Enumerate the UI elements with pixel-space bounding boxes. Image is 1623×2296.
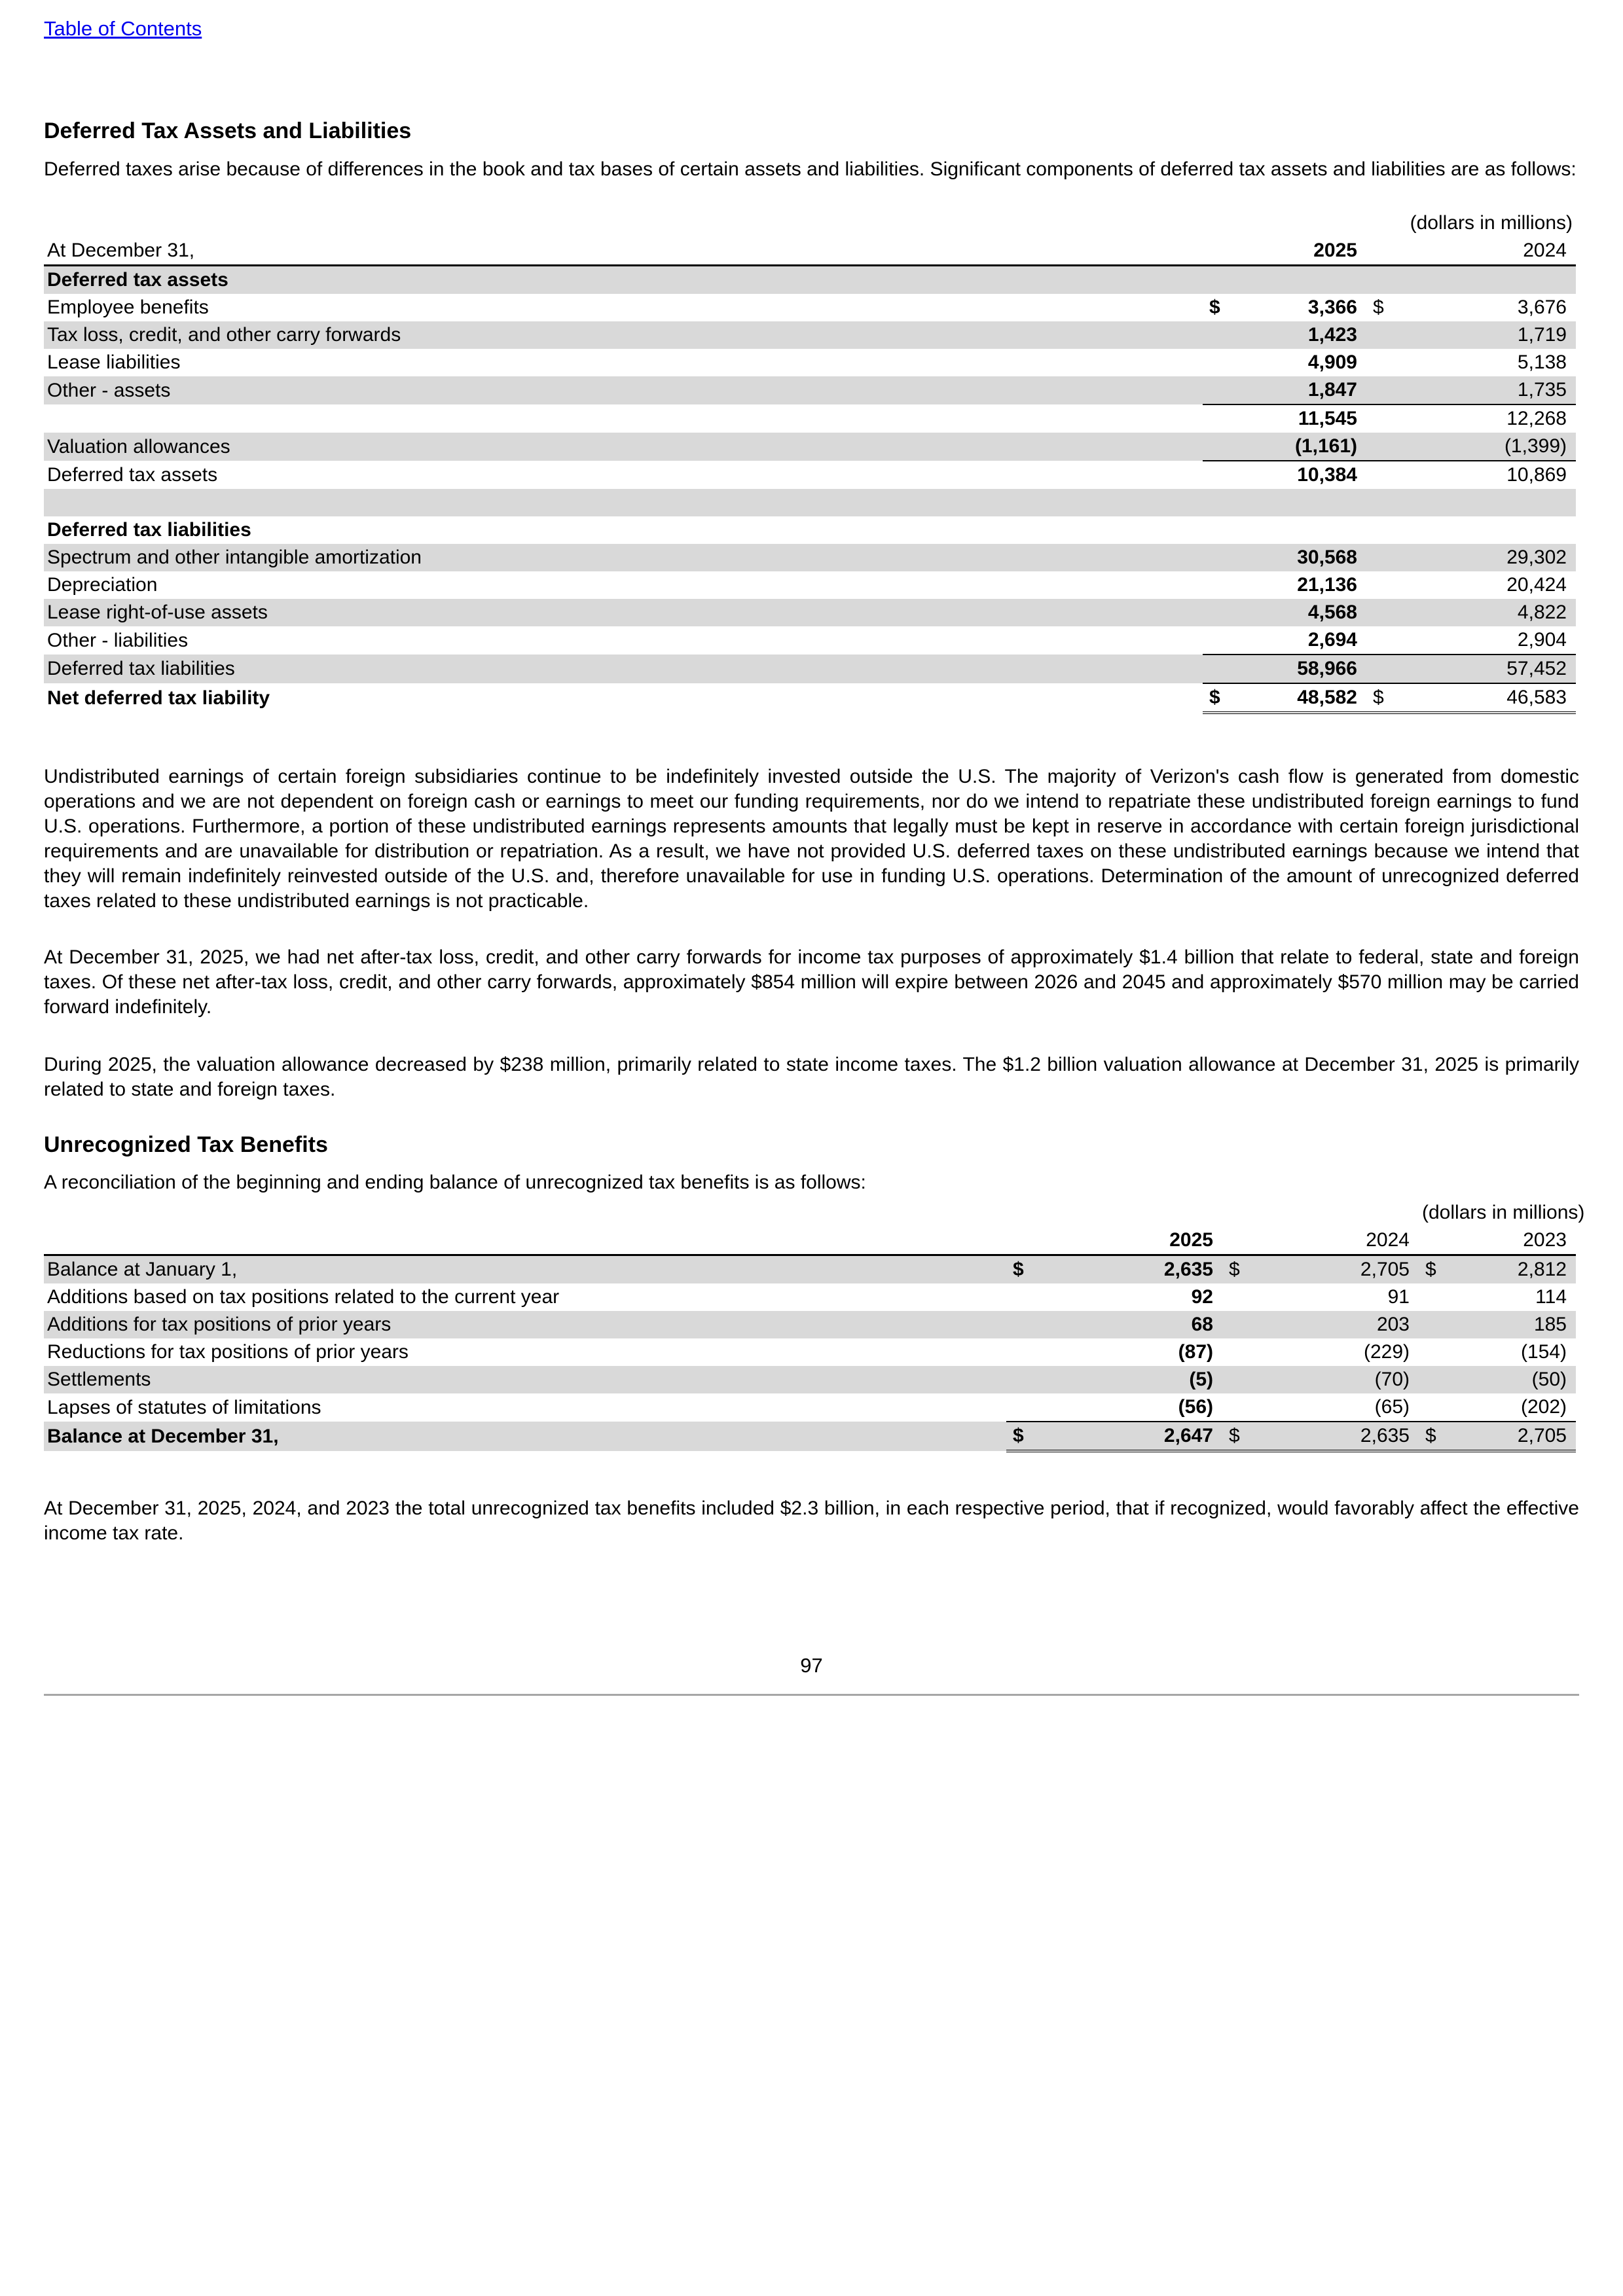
paragraph-utb-closing: At December 31, 2025, 2024, and 2023 the total unrecognized tax benefits included $2.3 billion, in each respective period, that if recognized, would favorably affect the effective income tax rate.	[44, 1498, 1579, 1544]
assets-total-row: Deferred tax assets 10,384 10,869	[47, 463, 1567, 486]
utb-col-2025: 2025	[1046, 1227, 1222, 1255]
table-row: Other - liabilities 2,694 2,904	[44, 626, 1576, 655]
deferred-tax-table	[44, 209, 1576, 714]
col-2024: 2024	[1406, 237, 1576, 266]
liab-total-row: Deferred tax liabilities 58,966 57,452	[44, 655, 1576, 683]
paragraph-undistributed-earnings: Undistributed earnings of certain foreign subsidiaries continue to be indefinitely invested outside the U.S. The majority of Verizon's cash flow is generated from domestic operations and we are not dependent on foreign cash or earnings to meet our funding requirements, nor do we intend to repatriate these undistributed foreign earnings to fund U.S. operations. Furthermore, a portion of these undistributed earnings represents amounts that legally must be kept in reserve in accordance with certain foreign jurisdictional requirements and are unavailable for distribution or repatriation. As a result, we have not provided U.S. deferred taxes on these undistributed earnings because we intend that they will remain indefinitely reinvested outside of the U.S. and, therefore unavailable for use in funding U.S. operations. Determination of the amount of unrecognized deferred taxes related to these undistributed earnings is not practicable.	[44, 766, 1579, 912]
table-row: Other - assets 1,847 1,735	[44, 376, 1576, 404]
units-label: (dollars in millions)	[1410, 212, 1573, 234]
net-liability-row: Net deferred tax liability $ 48,582 $ 46,583	[44, 683, 1576, 713]
table-row: Additions based on tax positions related to the current year 92 91 114	[47, 1286, 1567, 1308]
table-row: Spectrum and other intangible amortization 30,568 29,302	[44, 544, 1576, 571]
table-row: Tax loss, credit, and other carry forwards 1,423 1,719	[44, 321, 1576, 349]
ending-balance-row: Balance at December 31, $ 2,647 $ 2,635 $ 2,705	[44, 1422, 1576, 1451]
table-row: Depreciation 21,136 20,424	[47, 574, 1567, 596]
paragraph-valuation-allowance: During 2025, the valuation allowance decreased by $238 million, primarily related to state income taxes. The $1.2 billion valuation allowance at December 31, 2025 is primarily related to state and foreign taxes.	[44, 1054, 1579, 1100]
utb-col-2024: 2024	[1262, 1227, 1419, 1255]
table-row: Additions for tax positions of prior years 68 203 185	[44, 1311, 1576, 1338]
utb-col-2023: 2023	[1445, 1227, 1576, 1255]
table-row: Employee benefits $ 3,366 $ 3,676	[47, 296, 1567, 318]
utb-section-title: Unrecognized Tax Benefits	[44, 1132, 328, 1157]
assets-heading: Deferred tax assets	[44, 266, 1203, 295]
unrecognized-tax-benefits-table	[44, 1199, 1585, 1452]
table-row: Reductions for tax positions of prior years (87) (229) (154)	[47, 1341, 1567, 1363]
table-row: Settlements (5) (70) (50)	[44, 1366, 1576, 1393]
liab-heading: Deferred tax liabilities	[47, 519, 251, 541]
deferred-section-title: Deferred Tax Assets and Liabilities	[44, 118, 412, 143]
table-of-contents-link[interactable]: Table of Contents	[44, 17, 202, 40]
page-number: 97	[800, 1654, 823, 1677]
footer-divider	[44, 1694, 1579, 1696]
table-row: Lease liabilities 4,909 5,138	[47, 351, 1567, 373]
table-row: Valuation allowances (1,161) (1,399)	[44, 433, 1576, 461]
paragraph-carry-forwards: At December 31, 2025, we had net after-tax loss, credit, and other carry forwards for income tax purposes of approximately $1.4 billion that relate to federal, state and foreign taxes. Of these net after-tax loss, credit, and other carry forwards, approximately $854 million will expire between 2026 and 2045 and approximately $570 million may be carried forward indefinitely.	[44, 946, 1579, 1018]
utb-units-label: (dollars in millions)	[1422, 1202, 1585, 1223]
table-row: Balance at January 1, $ 2,635 $ 2,705 $ 2,812	[44, 1255, 1576, 1284]
deferred-intro: Deferred taxes arise because of differences in the book and tax bases of certain assets and liabilities. Significant components of deferred tax assets and liabilities are as follows:	[44, 158, 1577, 180]
header-label: At December 31,	[44, 237, 1203, 266]
utb-intro: A reconciliation of the beginning and ending balance of unrecognized tax benefits is as follows:	[44, 1172, 866, 1193]
subtotal-row: 11,545 12,268	[1298, 408, 1567, 429]
table-row: Lease right-of-use assets 4,568 4,822	[44, 599, 1576, 626]
col-2025: 2025	[1242, 237, 1366, 266]
table-row: Lapses of statutes of limitations (56) (65) (202)	[44, 1393, 1576, 1422]
